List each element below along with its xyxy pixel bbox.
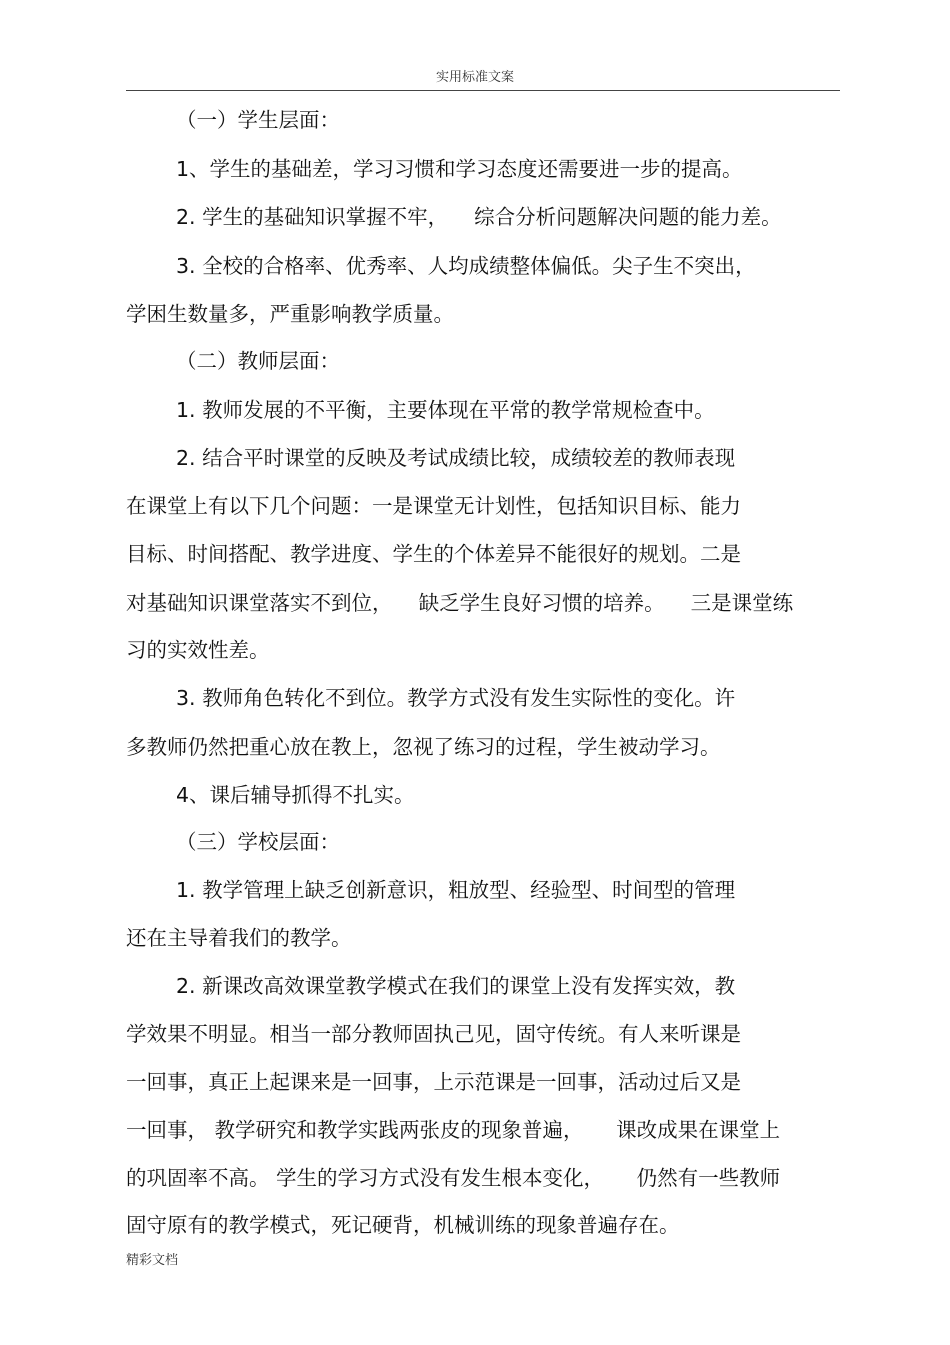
paragraph-line: 1. 教学管理上缺乏创新意识，粗放型、经验型、时间型的管理	[176, 878, 736, 902]
paragraph-line: 4、课后辅导抓得不扎实。	[176, 783, 415, 807]
paragraph-line: 3. 教师角色转化不到位。教学方式没有发生实际性的变化。许	[176, 686, 736, 710]
paragraph-line: 习的实效性差。	[126, 638, 270, 662]
paragraph-line: 在课堂上有以下几个问题：一是课堂无计划性，包括知识目标、能力	[126, 494, 741, 518]
header-divider	[126, 90, 840, 91]
paragraph-line: 1、学生的基础差，学习习惯和学习态度还需要进一步的提高。	[176, 157, 743, 181]
paragraph-line: 固守原有的教学模式，死记硬背，机械训练的现象普遍存在。	[126, 1213, 680, 1237]
paragraph-line: 的巩固率不高。 学生的学习方式没有发生根本变化， 仍然有一些教师	[126, 1166, 781, 1190]
page-header-title: 实用标准文案	[435, 70, 514, 85]
paragraph-line: 2. 结合平时课堂的反映及考试成绩比较，成绩较差的教师表现	[176, 446, 736, 470]
paragraph-line: 还在主导着我们的教学。	[126, 926, 352, 950]
page-footer-label: 精彩文档	[126, 1253, 179, 1268]
paragraph-line: 2. 学生的基础知识掌握不牢， 综合分析问题解决问题的能力差。	[176, 205, 782, 229]
paragraph-line: 1. 教师发展的不平衡，主要体现在平常的教学常规检查中。	[176, 398, 715, 422]
paragraph-line: 学效果不明显。相当一部分教师固执己见，固守传统。有人来听课是	[126, 1022, 741, 1046]
paragraph-line: 目标、时间搭配、教学进度、学生的个体差异不能很好的规划。二是	[126, 542, 741, 566]
paragraph-line: 一回事，真正上起课来是一回事，上示范课是一回事，活动过后又是	[126, 1070, 741, 1094]
section-heading-school: （三）学校层面：	[176, 830, 340, 854]
section-heading-students: （一）学生层面：	[176, 108, 340, 132]
paragraph-line: 2. 新课改高效课堂教学模式在我们的课堂上没有发挥实效，教	[176, 974, 736, 998]
paragraph-line: 3. 全校的合格率、优秀率、人均成绩整体偏低。尖子生不突出，	[176, 254, 756, 278]
paragraph-line: 学困生数量多，严重影响教学质量。	[126, 302, 454, 326]
paragraph-line: 对基础知识课堂落实不到位， 缺乏学生良好习惯的培养。 三是课堂练	[126, 591, 794, 615]
paragraph-line: 多教师仍然把重心放在教上，忽视了练习的过程，学生被动学习。	[126, 735, 721, 759]
paragraph-line: 一回事， 教学研究和教学实践两张皮的现象普遍， 课改成果在课堂上	[126, 1118, 781, 1142]
section-heading-teachers: （二）教师层面：	[176, 349, 340, 373]
